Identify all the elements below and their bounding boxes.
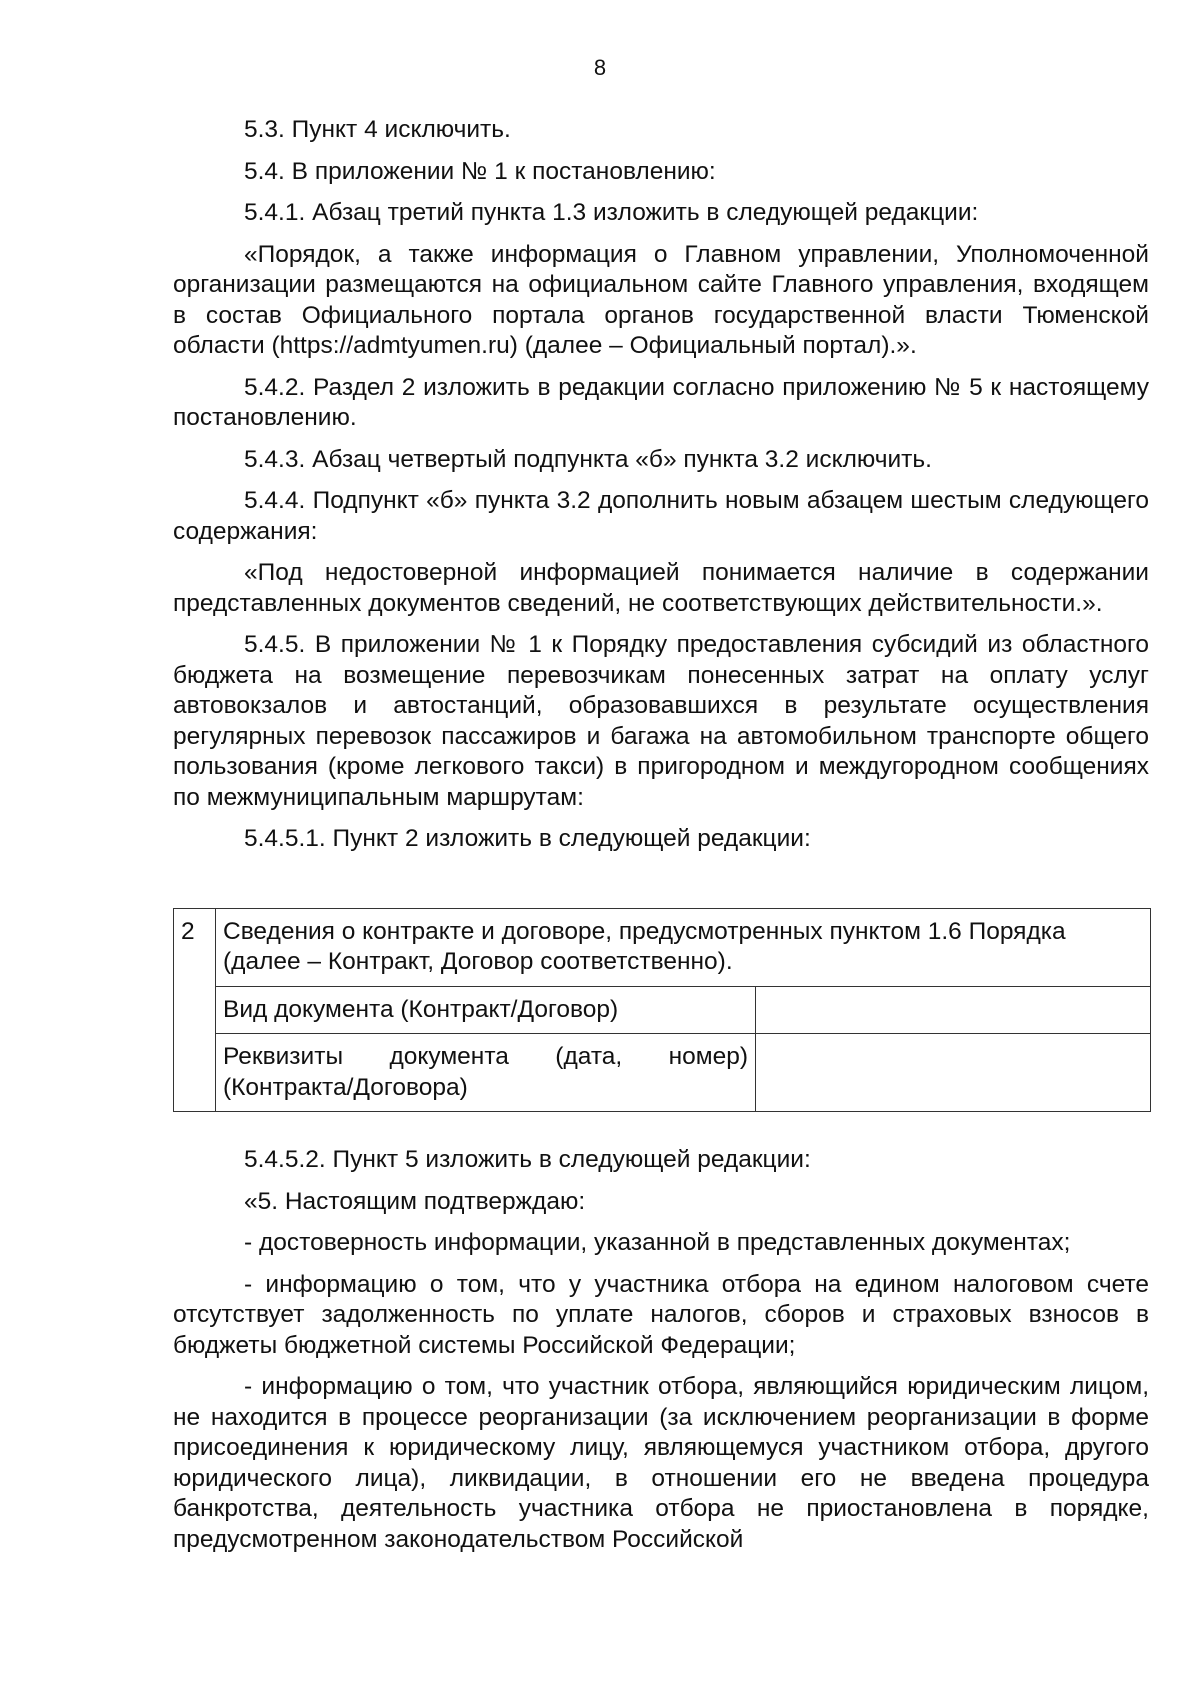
paragraph-5-4-4: 5.4.4. Подпункт «б» пункта 3.2 дополнить новым абзацем шестым следующего содержания: xyxy=(173,487,1149,545)
document-details-label: Реквизиты документа (дата, номер) (Контракта/Договора) xyxy=(216,1034,756,1112)
paragraph-5-4-5: 5.4.5. В приложении № 1 к Порядку предоставления субсидий из областного бюджета на возмещение перевозчикам понесенных затрат на оплату услуг автовокзалов и автостанций, образовавшихся в результате осуществления регулярных перевозок пассажиров и багажа на автомобильном транспорте общего пользования (кроме легкового такси) в пригородном и междугородном сообщениях по межмуниципальным маршрутам: xyxy=(173,631,1149,811)
document-type-label: Вид документа (Контракт/Договор) xyxy=(216,986,756,1034)
table-row xyxy=(174,1034,1151,1112)
spacer xyxy=(173,1112,1149,1145)
table-row xyxy=(174,986,1151,1034)
table-row xyxy=(174,908,1151,986)
paragraph-confirm-reorganization: - информацию о том, что участник отбора, являющийся юридическим лицом, не находится в процессе реорганизации (за исключением реорганизации в форме присоединения к юридическому лицу, являющемуся участником отбора, другого юридического лица), ликвидации, в отношении его не введена процедура банкротства, деятельность участника отбора не приостановлена в порядке, предусмотренном законодательством Российской xyxy=(173,1373,1149,1553)
paragraph-5-4-5-1: 5.4.5.1. Пункт 2 изложить в следующей редакции: xyxy=(244,825,811,852)
spacer xyxy=(173,866,1149,908)
document-type-value xyxy=(756,986,1151,1034)
paragraph-5-3: 5.3. Пункт 4 исключить. xyxy=(244,116,511,143)
table-header-cell: Сведения о контракте и договоре, предусмотренных пунктом 1.6 Порядка (далее – Контракт, Договор соответственно). xyxy=(216,908,1151,986)
document-body xyxy=(173,115,1149,1566)
paragraph-5-4-1: 5.4.1. Абзац третий пункта 1.3 изложить в следующей редакции: xyxy=(244,199,979,226)
paragraph-5-4-3: 5.4.3. Абзац четвертый подпункта «б» пункта 3.2 исключить. xyxy=(244,445,932,473)
document-details-value xyxy=(756,1034,1151,1112)
paragraph-confirm-intro: «5. Настоящим подтверждаю: xyxy=(244,1187,586,1215)
paragraph-quote-unreliable-info: «Под недостоверной информацией понимается наличие в содержании представленных документов сведений, не соответствующих действительности.». xyxy=(173,559,1149,617)
paragraph-5-4-2: 5.4.2. Раздел 2 изложить в редакции согласно приложению № 5 к настоящему постановлению. xyxy=(173,373,1149,431)
row-number-cell: 2 xyxy=(174,908,216,1112)
paragraph-confirm-tax-debt: - информацию о том, что у участника отбора на едином налоговом счете отсутствует задолженность по уплате налогов, сборов и страховых взносов в бюджеты бюджетной системы Российской Федерации; xyxy=(173,1270,1149,1359)
paragraph-confirm-reliability: - достоверность информации, указанной в представленных документах; xyxy=(244,1229,1071,1256)
contract-info-table xyxy=(173,908,1151,1113)
paragraph-quote-portal: «Порядок, а также информация о Главном управлении, Уполномоченной организации размещаются на официальном сайте Главного управления, входящем в состав Официального портала органов государственной власти Тюменской области (https://admtyumen.ru) (далее – Официальный портал).». xyxy=(173,240,1149,359)
page-number: 8 xyxy=(593,55,607,80)
paragraph-5-4-5-2: 5.4.5.2. Пункт 5 изложить в следующей редакции: xyxy=(244,1146,811,1173)
paragraph-5-4: 5.4. В приложении № 1 к постановлению: xyxy=(244,157,716,185)
